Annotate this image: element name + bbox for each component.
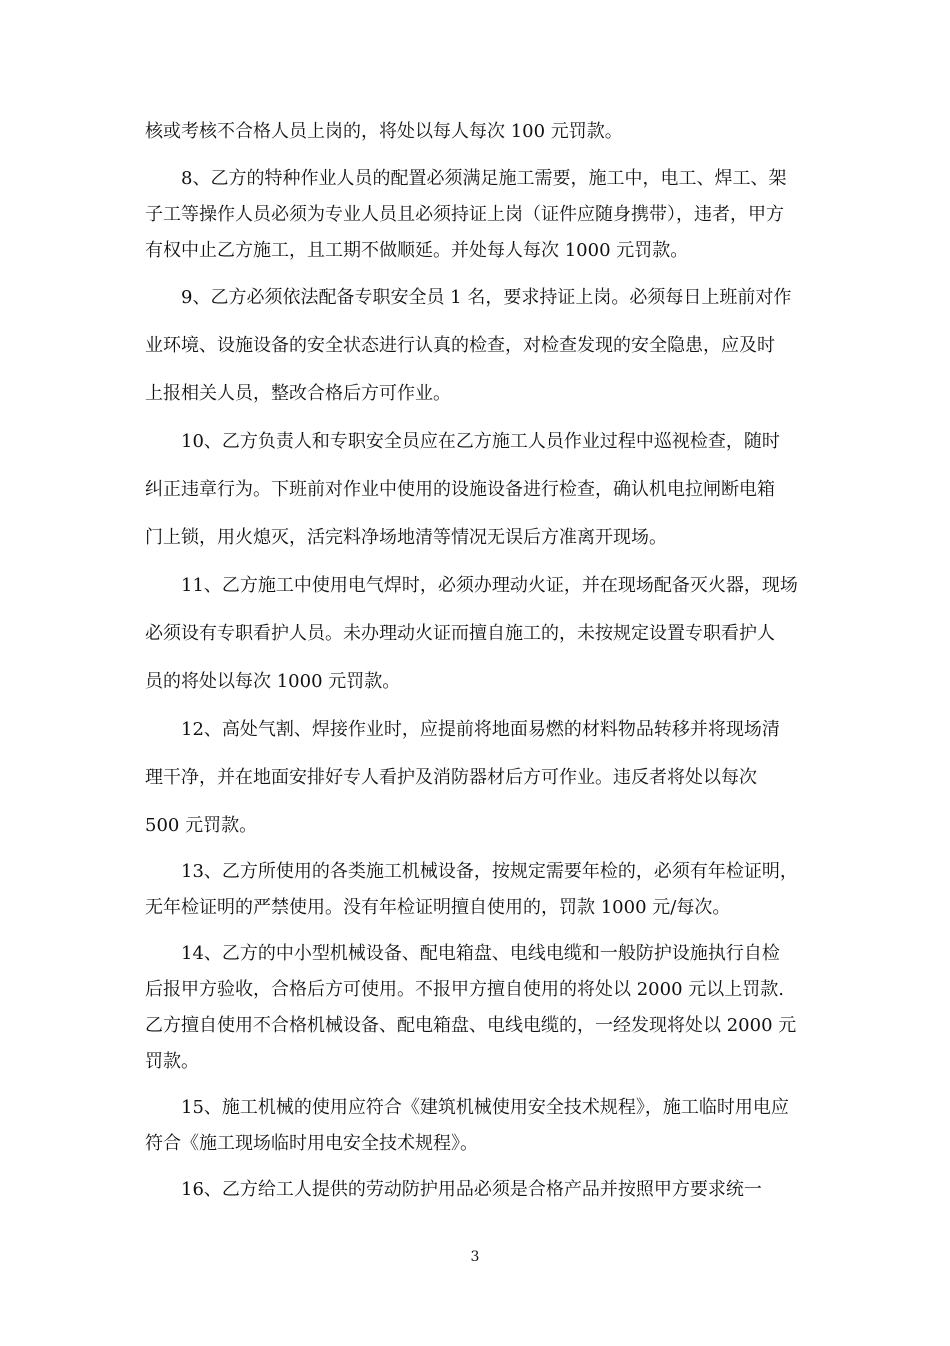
clause-8-line-2: 子工等操作人员必须为专业人员且必须持证上岗（证件应随身携带），违者，甲方: [145, 204, 784, 225]
clause-11-line-2: 必须设有专职看护人员。未办理动火证而擅自施工的，未按规定设置专职看护人: [145, 623, 775, 644]
clause-10-line-2: 纠正违章行为。下班前对作业中使用的设施设备进行检查，确认机电拉闸断电箱: [145, 479, 775, 500]
clause-15-line-2: 符合《施工现场临时用电安全技术规程》。: [145, 1133, 478, 1154]
clause-9-line-2: 业环境、设施设备的安全状态进行认真的检查，对检查发现的安全隐患，应及时: [145, 335, 775, 356]
clause-10-line-1: 10、乙方负责人和专职安全员应在乙方施工人员作业过程中巡视检查，随时: [181, 431, 780, 452]
clause-14-line-2: 后报甲方验收，合格后方可使用。不报甲方擅自使用的将处以 2000 元以上罚款.: [145, 979, 784, 1000]
clause-14-line-4: 罚款。: [145, 1051, 199, 1072]
clause-9-line-1: 9、乙方必须依法配备专职安全员 1 名，要求持证上岗。必须每日上班前对作: [181, 287, 792, 308]
clause-15-line-1: 15、施工机械的使用应符合《建筑机械使用安全技术规程》，施工临时用电应: [181, 1097, 789, 1118]
clause-12-line-3: 500 元罚款。: [145, 815, 258, 836]
clause-8-line-1: 8、乙方的特种作业人员的配置必须满足施工需要，施工中，电工、焊工、架: [181, 168, 787, 189]
clause-14-line-1: 14、乙方的中小型机械设备、配电箱盘、电线电缆和一般防护设施执行自检: [181, 943, 780, 964]
clause-12-line-2: 理干净，并在地面安排好专人看护及消防器材后方可作业。违反者将处以每次: [145, 767, 757, 788]
clause-11-line-1: 11、乙方施工中使用电气焊时，必须办理动火证，并在现场配备灭火器，现场: [181, 575, 798, 596]
clause-9-line-3: 上报相关人员，整改合格后方可作业。: [145, 383, 451, 404]
clause-10-line-3: 门上锁，用火熄灭，活完料净场地清等情况无误后方准离开现场。: [145, 527, 667, 548]
clause-12-line-1: 12、高处气割、焊接作业时，应提前将地面易燃的材料物品转移并将现场清: [181, 719, 780, 740]
clause-8-line-3: 有权中止乙方施工，且工期不做顺延。并处每人每次 1000 元罚款。: [145, 240, 689, 261]
clause-14-line-3: 乙方擅自使用不合格机械设备、配电箱盘、电线电缆的，一经发现将处以 2000 元: [145, 1015, 797, 1036]
text-line-1: 核或考核不合格人员上岗的，将处以每人每次 100 元罚款。: [145, 121, 623, 142]
page-number: 3: [470, 1249, 480, 1265]
clause-13-line-1: 13、乙方所使用的各类施工机械设备，按规定需要年检的，必须有年检证明，: [181, 861, 798, 882]
clause-11-line-3: 员的将处以每次 1000 元罚款。: [145, 671, 401, 692]
clause-16-line-1: 16、乙方给工人提供的劳动防护用品必须是合格产品并按照甲方要求统一: [181, 1179, 762, 1200]
clause-13-line-2: 无年检证明的严禁使用。没有年检证明擅自使用的，罚款 1000 元/每次。: [145, 897, 731, 918]
